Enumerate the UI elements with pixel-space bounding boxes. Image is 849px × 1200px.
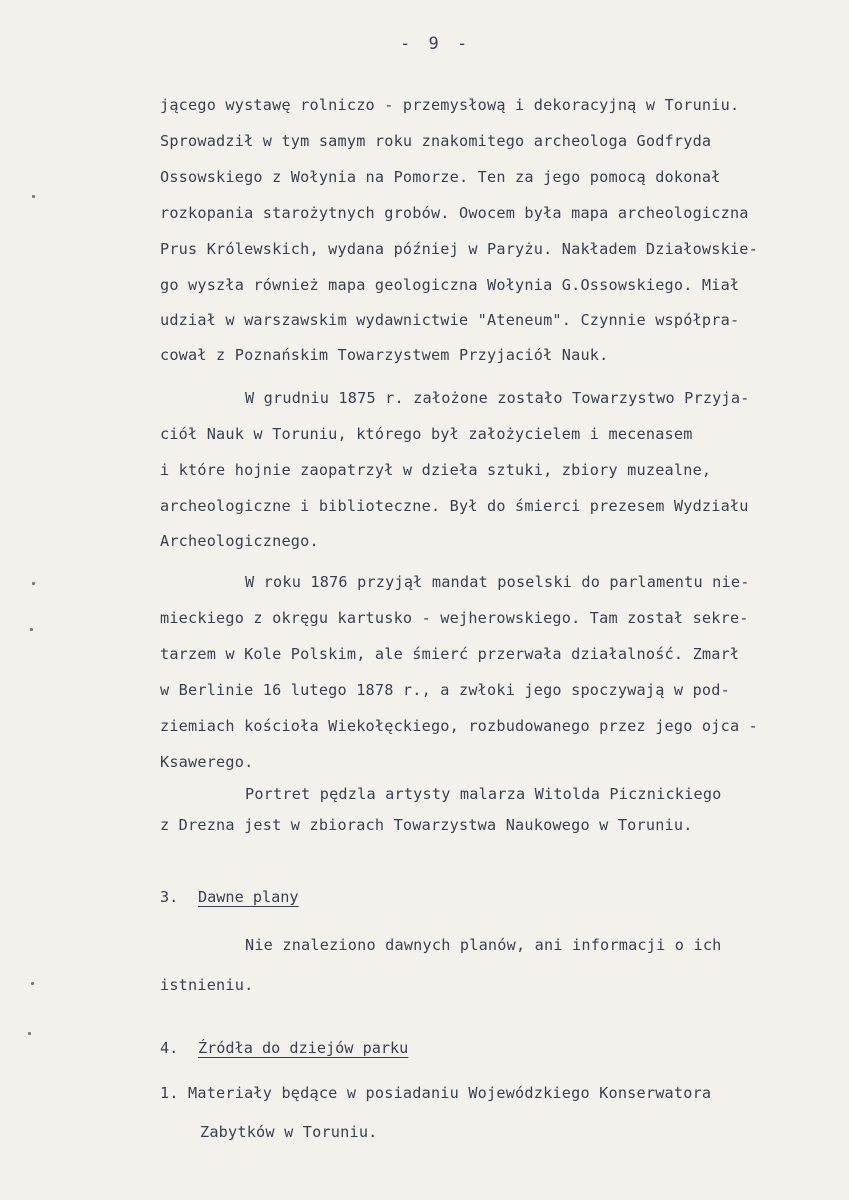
paragraph-line: Ksawerego.	[160, 753, 254, 771]
paragraph-line: Archeologicznego.	[160, 532, 319, 550]
paragraph-line: ciół Nauk w Toruniu, którego był założycielem i mecenasem	[160, 425, 693, 443]
paragraph-line: ziemiach kościoła Wiekołęckiego, rozbudowanego przez jego ojca -	[160, 717, 758, 735]
page-number: - 9 -	[400, 34, 472, 54]
list-item: 1. Materiały będące w posiadaniu Wojewódzkiego Konserwatora	[160, 1084, 712, 1102]
paragraph-line: udział w warszawskim wydawnictwie "Ateneum". Czynnie współpra-	[160, 311, 740, 329]
paragraph-line: Sprowadził w tym samym roku znakomitego archeologa Godfryda	[160, 132, 712, 150]
section-number: 4.	[160, 1039, 179, 1057]
paragraph-line: z Drezna jest w zbiorach Towarzystwa Naukowego w Toruniu.	[160, 816, 693, 834]
paragraph-line: go wyszła również mapa geologiczna Wołynia G.Ossowskiego. Miał	[160, 276, 740, 294]
margin-mark	[32, 582, 35, 585]
paragraph-line: W roku 1876 przyjął mandat poselski do parlamentu nie-	[245, 573, 750, 591]
paragraph-line: Nie znaleziono dawnych planów, ani informacji o ich	[245, 936, 722, 954]
paragraph-line: Prus Królewskich, wydana później w Paryżu. Nakładem Działowskie-	[160, 240, 758, 258]
list-item: Zabytków w Toruniu.	[200, 1123, 378, 1141]
section-title: Źródła do dziejów parku	[198, 1039, 409, 1057]
paragraph-line: Portret pędzla artysty malarza Witolda Picznickiego	[245, 785, 722, 803]
margin-mark	[31, 982, 34, 985]
paragraph-line: i które hojnie zaopatrzył w dzieła sztuki, zbiory muzealne,	[160, 461, 712, 479]
paragraph-line: cował z Poznańskim Towarzystwem Przyjaciół Nauk.	[160, 346, 609, 364]
paragraph-line: Ossowskiego z Wołynia na Pomorze. Ten za jego pomocą dokonał	[160, 168, 721, 186]
paragraph-line: mieckiego z okręgu kartusko - wejherowskiego. Tam został sekre-	[160, 609, 749, 627]
section-number: 3.	[160, 888, 179, 906]
paragraph-line: tarzem w Kole Polskim, ale śmierć przerwała działalność. Zmarł	[160, 645, 740, 663]
paragraph-line: istnieniu.	[160, 976, 254, 994]
paragraph-line: W grudniu 1875 r. założone zostało Towarzystwo Przyja-	[245, 389, 750, 407]
margin-mark	[28, 1032, 31, 1035]
paragraph-line: w Berlinie 16 lutego 1878 r., a zwłoki jego spoczywają w pod-	[160, 681, 730, 699]
margin-mark	[32, 195, 35, 198]
paragraph-line: jącego wystawę rolniczo - przemysłową i dekoracyjną w Toruniu.	[160, 96, 740, 114]
section-title: Dawne plany	[198, 888, 299, 906]
paragraph-line: rozkopania starożytnych grobów. Owocem była mapa archeologiczna	[160, 204, 749, 222]
margin-mark	[30, 628, 33, 631]
paragraph-line: archeologiczne i biblioteczne. Był do śmierci prezesem Wydziału	[160, 497, 749, 515]
